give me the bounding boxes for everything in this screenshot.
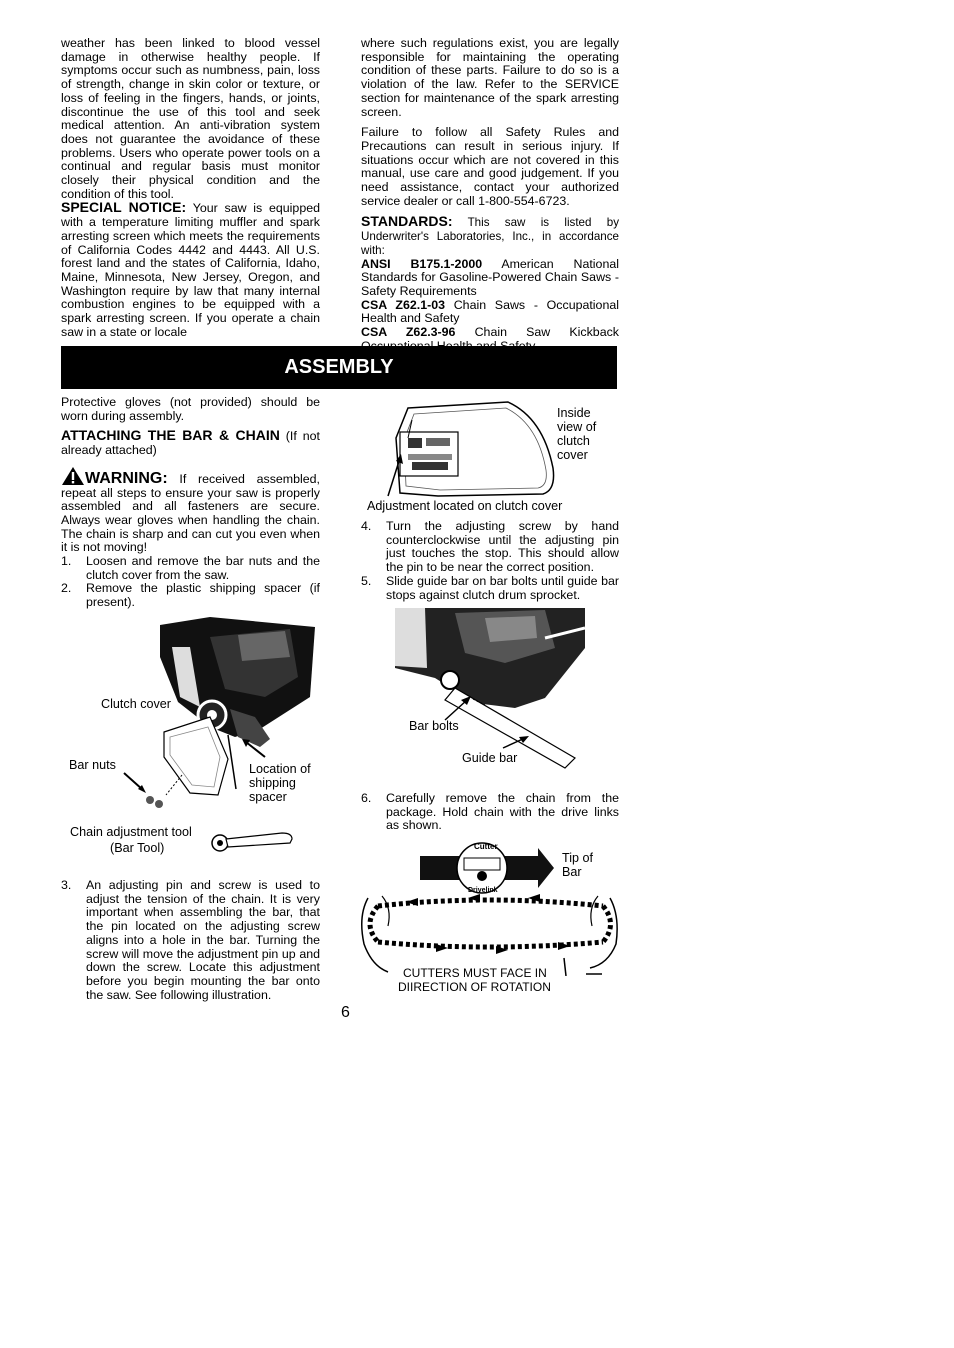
- page-number: 6: [341, 1004, 350, 1021]
- right-top-column: [361, 37, 619, 353]
- warning-paragraph: [61, 466, 320, 555]
- regulations-paragraph: where such regulations exist, you are legally responsible for maintaining the operating condition of these parts. Failure to do so is a violation of the law. Refer to the SERVICE section for maintenance of the spark arresting screen.: [361, 36, 619, 119]
- list-item: 4. Turn the adjusting screw by hand counterclockwise until the adjusting pin just touches the stop. This should allow the pin to be near the correct position.: [361, 519, 619, 575]
- standard-csa-z62-1: CSA Z62.1-03 Chain Saws - Occupational Health and Safety: [361, 297, 619, 326]
- saw-clutch-cover-illustration: [60, 617, 320, 857]
- label-tool-line2: (Bar Tool): [110, 841, 165, 855]
- list-item: 3. An adjusting pin and screw is used to adjust the tension of the chain. It is very important when assembling the bar, that the pin located on the adjusting screw aligns into a hole in the bar. Turning the screw will move the adjustment pin up and down the screw. Locate this adjustment before you begin mounting the bar onto the saw. See following illustration.: [61, 878, 320, 1002]
- gloves-paragraph: Protective gloves (not provided) should be worn during assembly.: [61, 395, 320, 423]
- assembly-title: ASSEMBLY: [284, 356, 394, 378]
- label-bar-nuts: Bar nuts: [69, 758, 116, 772]
- guide-bar-illustration: [395, 608, 585, 773]
- standard-csa-z62-3: CSA Z62.3-96 Chain Saw Kickback: [361, 325, 619, 340]
- chain-cutter-text: Cutter: [474, 842, 498, 851]
- label-tip-of-bar: Tip of Bar: [562, 851, 594, 879]
- assembly-banner: [61, 346, 617, 389]
- standards-text: This saw is listed by Underwriter's Laboratories, Inc., in accordance with:: [361, 216, 619, 257]
- warning-label: WARNING:: [85, 469, 168, 487]
- chain-drivelink-text: Drivelink: [468, 887, 498, 894]
- steps-4-5: [361, 520, 619, 602]
- label-bar-bolts: Bar bolts: [409, 719, 459, 733]
- list-item: 6. Carefully remove the chain from the package. Hold chain with the drive links as shown.: [361, 791, 619, 833]
- label-adjustment-caption: Adjustment located on clutch cover: [367, 499, 563, 513]
- label-location-shipping-spacer: Location of shipping spacer: [249, 762, 311, 804]
- warning-text: If received assembled, repeat all steps to ensure your saw is properly assembled and all fasteners are secure. Always wear gloves when handling the chain. The chain is sharp and can cut you even when it is not moving!: [61, 471, 320, 555]
- label-clutch-cover: Clutch cover: [101, 697, 171, 711]
- attach-heading: ATTACHING THE BAR & CHAIN (If not already attached): [61, 427, 320, 458]
- label-cutters-face: CUTTERS MUST FACE IN: [403, 966, 547, 980]
- label-inside-view: Inside view of clutch cover: [557, 406, 597, 462]
- label-guide-bar: Guide bar: [462, 751, 518, 765]
- standards-paragraph: [361, 215, 619, 257]
- special-notice-label: SPECIAL NOTICE:: [61, 199, 187, 216]
- safety-paragraph: Failure to follow all Safety Rules and Precautions can result in serious injury. If situations occur which are not covered in this manual, use care and good judgement. If you need assistance, contact your authorized service dealer or call 1-800-554-6723.: [361, 125, 619, 208]
- step-3: [61, 879, 320, 1002]
- standard-ansi: ANSI B175.1-2000 American National Standards for Gasoline-Powered Chain Saws - Safety Requirements: [361, 256, 619, 298]
- standards-label: STANDARDS:: [361, 213, 453, 230]
- warning-icon: [61, 466, 85, 486]
- list-item: 1. Loosen and remove the bar nuts and the clutch cover from the saw.: [61, 554, 320, 582]
- steps-1-2: [61, 555, 320, 610]
- list-item: 2. Remove the plastic shipping spacer (if present).: [61, 581, 320, 610]
- step-6: [361, 792, 619, 833]
- vibration-paragraph: weather has been linked to blood vessel damage in otherwise healthy people. If symptoms occur such as numbness, pain, loss of strength, change in skin color or texture, or loss of feeling in the fingers, hands, or joints, discontinue the use of this tool and seek medical attention. An anti-vibration system does not guarantee the avoidance of these problems. Users who operate power tools on a continual and regular basis must monitor closely their physical condition and the condition of this tool.: [61, 36, 320, 201]
- list-item: 5. Slide guide bar on bar bolts until guide bar stops against clutch drum sprocket.: [361, 573, 619, 602]
- left-bottom-column: [61, 396, 320, 610]
- left-top-column: [61, 37, 320, 346]
- special-notice-paragraph: [61, 201, 320, 339]
- label-tool-line1: Chain adjustment tool: [70, 825, 192, 839]
- label-direction-rotation: DIIRECTION OF ROTATION: [398, 980, 551, 994]
- special-notice-text: Your saw is equipped with a temperature limiting muffler and spark arresting screen which meets the requirements of California Codes 4442 and 4443. All U.S. forest land and the states of California, Idaho, Maine, Minnesota, New Jersey, Oregon, and Washington require by law that many internal combustion engines to be equipped with a spark arresting screen. If you operate a chain saw in a state or locale: [61, 201, 320, 339]
- clutch-cover-inside-illustration: [378, 398, 558, 503]
